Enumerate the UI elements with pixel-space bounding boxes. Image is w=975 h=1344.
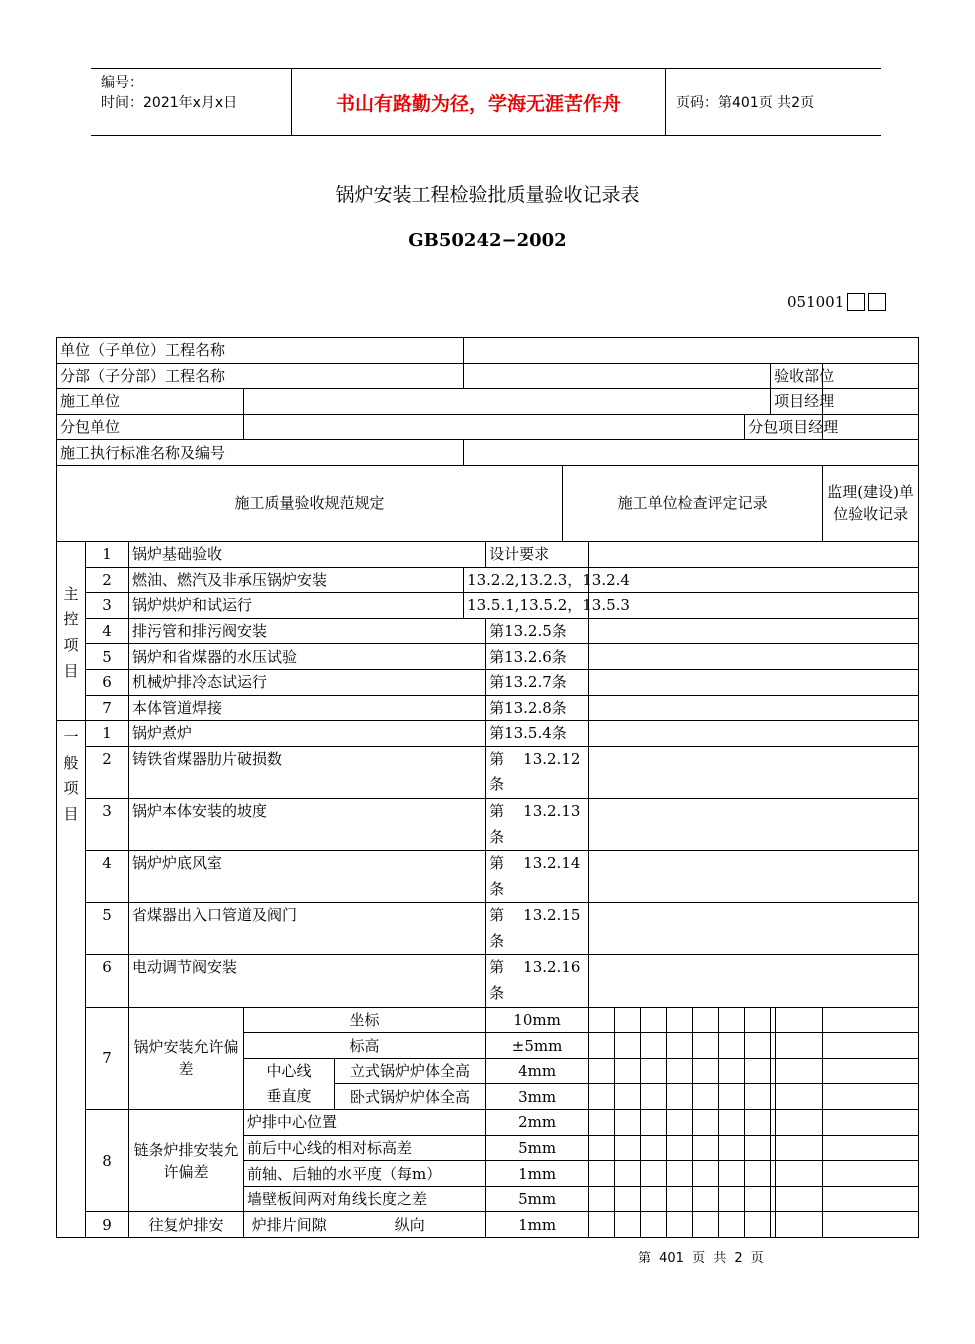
code-label: 编号： [101, 75, 143, 91]
unit-project-label: 单位（子单位）工程名称 [57, 338, 464, 364]
measure-cell[interactable] [667, 1110, 693, 1136]
measure-cell[interactable] [745, 1186, 771, 1212]
measure-cell[interactable] [719, 1161, 745, 1187]
measure-cell[interactable] [615, 1110, 641, 1136]
inspection-part-field[interactable] [823, 363, 919, 389]
unit-project-field[interactable] [464, 338, 919, 364]
measure-cell[interactable] [667, 1084, 693, 1110]
item-no: 7 [86, 695, 129, 721]
measure-cell[interactable] [641, 1033, 667, 1059]
measure-cell[interactable] [776, 1161, 823, 1187]
measure-cell[interactable] [745, 1058, 771, 1084]
header-meta [91, 69, 292, 135]
measure-cell[interactable] [589, 1110, 615, 1136]
subcontract-unit-label: 分包单位 [57, 414, 244, 440]
item-name: 锅炉煮炉 [129, 721, 486, 747]
item-name: 省煤器出入口管道及阀门 [129, 903, 486, 955]
measure-cell[interactable] [719, 1058, 745, 1084]
item-ref: 第 13.2.12 条 [486, 746, 589, 798]
tolerance-value: ±5mm [486, 1033, 589, 1059]
item-ref: 13.2.2,13.2.3，13.2.4 [464, 567, 589, 593]
measure-cell[interactable] [667, 1058, 693, 1084]
measure-cell[interactable] [776, 1110, 823, 1136]
item-ref: 13.5.1,13.5.2，13.5.3 [464, 593, 589, 619]
measure-cell[interactable] [693, 1033, 719, 1059]
measure-cell[interactable] [776, 1186, 823, 1212]
measure-cell[interactable] [641, 1212, 667, 1238]
time-label: 时间：2021年x月x日 [101, 95, 238, 111]
measure-cell[interactable] [589, 1058, 615, 1084]
measure-cell[interactable] [719, 1212, 745, 1238]
check-cell[interactable] [589, 644, 919, 670]
measure-cell[interactable] [641, 1135, 667, 1161]
tolerance-group: 垂直度 [244, 1084, 335, 1110]
motto: 书山有路勤为径，学海无涯苦作舟 [292, 69, 666, 135]
item-ref: 第13.2.8条 [486, 695, 589, 721]
tolerance-label: 坐标 [244, 1007, 486, 1033]
measure-cell[interactable] [693, 1212, 719, 1238]
tolerance-label: 炉排片间隙 [244, 1212, 335, 1238]
item-ref: 第 13.2.14 条 [486, 851, 589, 903]
item-name: 燃油、燃汽及非承压锅炉安装 [129, 567, 464, 593]
measure-cell[interactable] [693, 1007, 719, 1033]
tolerance-label: 标高 [244, 1033, 486, 1059]
project-manager-field[interactable] [823, 389, 919, 415]
item-ref: 第 13.2.16 条 [486, 955, 589, 1007]
project-manager-label: 项目经理 [771, 389, 823, 415]
measure-cell[interactable] [615, 1033, 641, 1059]
measure-cell[interactable] [745, 1212, 771, 1238]
tolerance-value: 5mm [486, 1135, 589, 1161]
item-name: 铸铁省煤器肋片破损数 [129, 746, 486, 798]
item-name: 机械炉排冷态试运行 [129, 669, 486, 695]
construction-unit-label: 施工单位 [57, 389, 244, 415]
measure-cell[interactable] [693, 1186, 719, 1212]
item-no: 9 [86, 1212, 129, 1238]
sub-project-field[interactable] [464, 363, 771, 389]
item-no: 5 [86, 903, 129, 955]
tolerance-label: 卧式锅炉炉体全高 [335, 1084, 486, 1110]
item-name: 往复炉排安 [129, 1212, 244, 1238]
tolerance-label: 前轴、后轴的水平度（每m） [244, 1161, 486, 1187]
form-code [787, 293, 886, 311]
item-no: 6 [86, 955, 129, 1007]
measure-cell[interactable] [589, 1186, 615, 1212]
construction-unit-field[interactable] [244, 389, 771, 415]
item-name: 本体管道焊接 [129, 695, 486, 721]
measure-cell[interactable] [641, 1058, 667, 1084]
measure-cell[interactable] [693, 1135, 719, 1161]
item-name: 电动调节阀安装 [129, 955, 486, 1007]
measure-cell[interactable] [745, 1033, 771, 1059]
measure-cell[interactable] [667, 1033, 693, 1059]
item-name: 锅炉本体安装的坡度 [129, 798, 486, 850]
measure-cell[interactable] [823, 1007, 919, 1033]
item-name: 锅炉和省煤器的水压试验 [129, 644, 486, 670]
measure-cell[interactable] [745, 1161, 771, 1187]
measure-cell[interactable] [615, 1212, 641, 1238]
measure-cell[interactable] [589, 1033, 615, 1059]
measure-cell[interactable] [589, 1084, 615, 1110]
item-no: 8 [86, 1110, 129, 1212]
measure-cell[interactable] [641, 1161, 667, 1187]
tolerance-value: 1mm [486, 1161, 589, 1187]
spec-header: 施工质量验收规范规定 [57, 465, 563, 541]
standard-name-label: 施工执行标准名称及编号 [57, 440, 464, 466]
general-label: 一般项目 [57, 721, 86, 1238]
measure-cell[interactable] [776, 1135, 823, 1161]
item-no: 6 [86, 669, 129, 695]
item-no: 1 [86, 541, 129, 567]
tolerance-group: 中心线 [244, 1058, 335, 1084]
measure-cell[interactable] [615, 1135, 641, 1161]
code-box[interactable] [847, 293, 865, 311]
inspection-part-label: 验收部位 [771, 363, 823, 389]
measure-cell[interactable] [823, 1161, 919, 1187]
measure-cell[interactable] [719, 1084, 745, 1110]
measure-cell[interactable] [776, 1212, 823, 1238]
check-cell[interactable] [589, 955, 919, 1007]
measure-cell[interactable] [615, 1007, 641, 1033]
measure-cell[interactable] [693, 1084, 719, 1110]
measure-cell[interactable] [745, 1084, 771, 1110]
measure-cell[interactable] [667, 1007, 693, 1033]
item-ref: 第13.2.7条 [486, 669, 589, 695]
item-no: 2 [86, 746, 129, 798]
check-cell[interactable] [589, 541, 919, 567]
item-no: 3 [86, 798, 129, 850]
tolerance-label: 墙壁板间两对角线长度之差 [244, 1186, 486, 1212]
measure-cell[interactable] [667, 1161, 693, 1187]
measure-cell[interactable] [823, 1084, 919, 1110]
check-header: 施工单位检查评定记录 [563, 465, 823, 541]
measure-cell[interactable] [693, 1161, 719, 1187]
measure-cell[interactable] [719, 1007, 745, 1033]
measure-cell[interactable] [641, 1084, 667, 1110]
inspection-table [56, 337, 919, 1238]
check-cell[interactable] [589, 669, 919, 695]
check-cell[interactable] [589, 798, 919, 850]
item-name: 锅炉烘炉和试运行 [129, 593, 464, 619]
item-name: 排污管和排污阀安装 [129, 618, 486, 644]
measure-cell[interactable] [693, 1110, 719, 1136]
measure-cell[interactable] [641, 1110, 667, 1136]
item-no: 2 [86, 567, 129, 593]
item-no: 4 [86, 851, 129, 903]
standard-name-field[interactable] [464, 440, 919, 466]
item-no: 7 [86, 1007, 129, 1109]
measure-cell[interactable] [667, 1186, 693, 1212]
code-box[interactable] [868, 293, 886, 311]
measure-cell[interactable] [615, 1186, 641, 1212]
measure-cell[interactable] [589, 1007, 615, 1033]
form-title: 锅炉安装工程检验批质量验收记录表 [335, 184, 640, 206]
check-cell[interactable] [589, 593, 919, 619]
measure-cell[interactable] [823, 1058, 919, 1084]
item-no: 1 [86, 721, 129, 747]
measure-cell[interactable] [589, 1135, 615, 1161]
item-ref: 第 13.2.13 条 [486, 798, 589, 850]
item-no: 3 [86, 593, 129, 619]
page-label: 页码：第401页 共2页 [676, 95, 815, 111]
item-name: 链条炉排安装允许偏差 [129, 1110, 244, 1212]
measure-cell[interactable] [667, 1212, 693, 1238]
tolerance-value: 10mm [486, 1007, 589, 1033]
tolerance-label: 立式锅炉炉体全高 [335, 1058, 486, 1084]
item-ref: 第13.2.6条 [486, 644, 589, 670]
check-cell[interactable] [589, 721, 919, 747]
measure-cell[interactable] [823, 1186, 919, 1212]
page-header [91, 68, 881, 136]
measure-cell[interactable] [745, 1135, 771, 1161]
measure-cell[interactable] [823, 1212, 919, 1238]
tolerance-value: 4mm [486, 1058, 589, 1084]
check-cell[interactable] [589, 746, 919, 798]
standard-number: GB50242−2002 [408, 230, 567, 251]
item-ref: 第13.2.5条 [486, 618, 589, 644]
supervision-header: 监理(建设)单位验收记录 [823, 465, 919, 541]
measure-cell[interactable] [641, 1007, 667, 1033]
measure-cell[interactable] [719, 1186, 745, 1212]
measure-cell[interactable] [615, 1084, 641, 1110]
item-ref: 第13.5.4条 [486, 721, 589, 747]
measure-cell[interactable] [823, 1033, 919, 1059]
tolerance-label: 炉排中心位置 [244, 1110, 486, 1136]
measure-cell[interactable] [615, 1161, 641, 1187]
tolerance-value: 1mm [486, 1212, 589, 1238]
measure-cell[interactable] [776, 1033, 823, 1059]
measure-cell[interactable] [641, 1186, 667, 1212]
form-code-text: 051001 [787, 293, 845, 311]
measure-cell[interactable] [589, 1161, 615, 1187]
measure-cell[interactable] [823, 1110, 919, 1136]
check-cell[interactable] [589, 567, 919, 593]
measure-cell[interactable] [719, 1033, 745, 1059]
tolerance-label: 前后中心线的相对标高差 [244, 1135, 486, 1161]
item-name: 锅炉炉底风室 [129, 851, 486, 903]
measure-cell[interactable] [615, 1058, 641, 1084]
item-ref: 设计要求 [486, 541, 589, 567]
page-footer: 第 401 页 共 2 页 [638, 1251, 764, 1266]
subcontract-unit-field[interactable] [244, 414, 745, 440]
check-cell[interactable] [589, 851, 919, 903]
measure-cell[interactable] [667, 1135, 693, 1161]
measure-cell[interactable] [776, 1084, 823, 1110]
check-cell[interactable] [589, 695, 919, 721]
tolerance-value: 3mm [486, 1084, 589, 1110]
sub-project-manager-label: 分包项目经理 [745, 414, 823, 440]
check-cell[interactable] [589, 618, 919, 644]
measure-cell[interactable] [745, 1007, 771, 1033]
item-name: 锅炉基础验收 [129, 541, 486, 567]
measure-cell[interactable] [776, 1058, 823, 1084]
measure-cell[interactable] [719, 1110, 745, 1136]
tolerance-value: 2mm [486, 1110, 589, 1136]
item-no: 4 [86, 618, 129, 644]
measure-cell[interactable] [776, 1007, 823, 1033]
tolerance-direction: 纵向 [335, 1212, 486, 1238]
measure-cell[interactable] [719, 1135, 745, 1161]
check-cell[interactable] [589, 903, 919, 955]
measure-cell[interactable] [589, 1212, 615, 1238]
main-control-label: 主控项目 [57, 541, 86, 720]
tolerance-value: 5mm [486, 1186, 589, 1212]
sub-project-label: 分部（子分部）工程名称 [57, 363, 464, 389]
item-ref: 第 13.2.15 条 [486, 903, 589, 955]
item-name: 锅炉安装允许偏差 [129, 1007, 244, 1109]
item-no: 5 [86, 644, 129, 670]
measure-cell[interactable] [823, 1135, 919, 1161]
measure-cell[interactable] [693, 1058, 719, 1084]
measure-cell[interactable] [745, 1110, 771, 1136]
